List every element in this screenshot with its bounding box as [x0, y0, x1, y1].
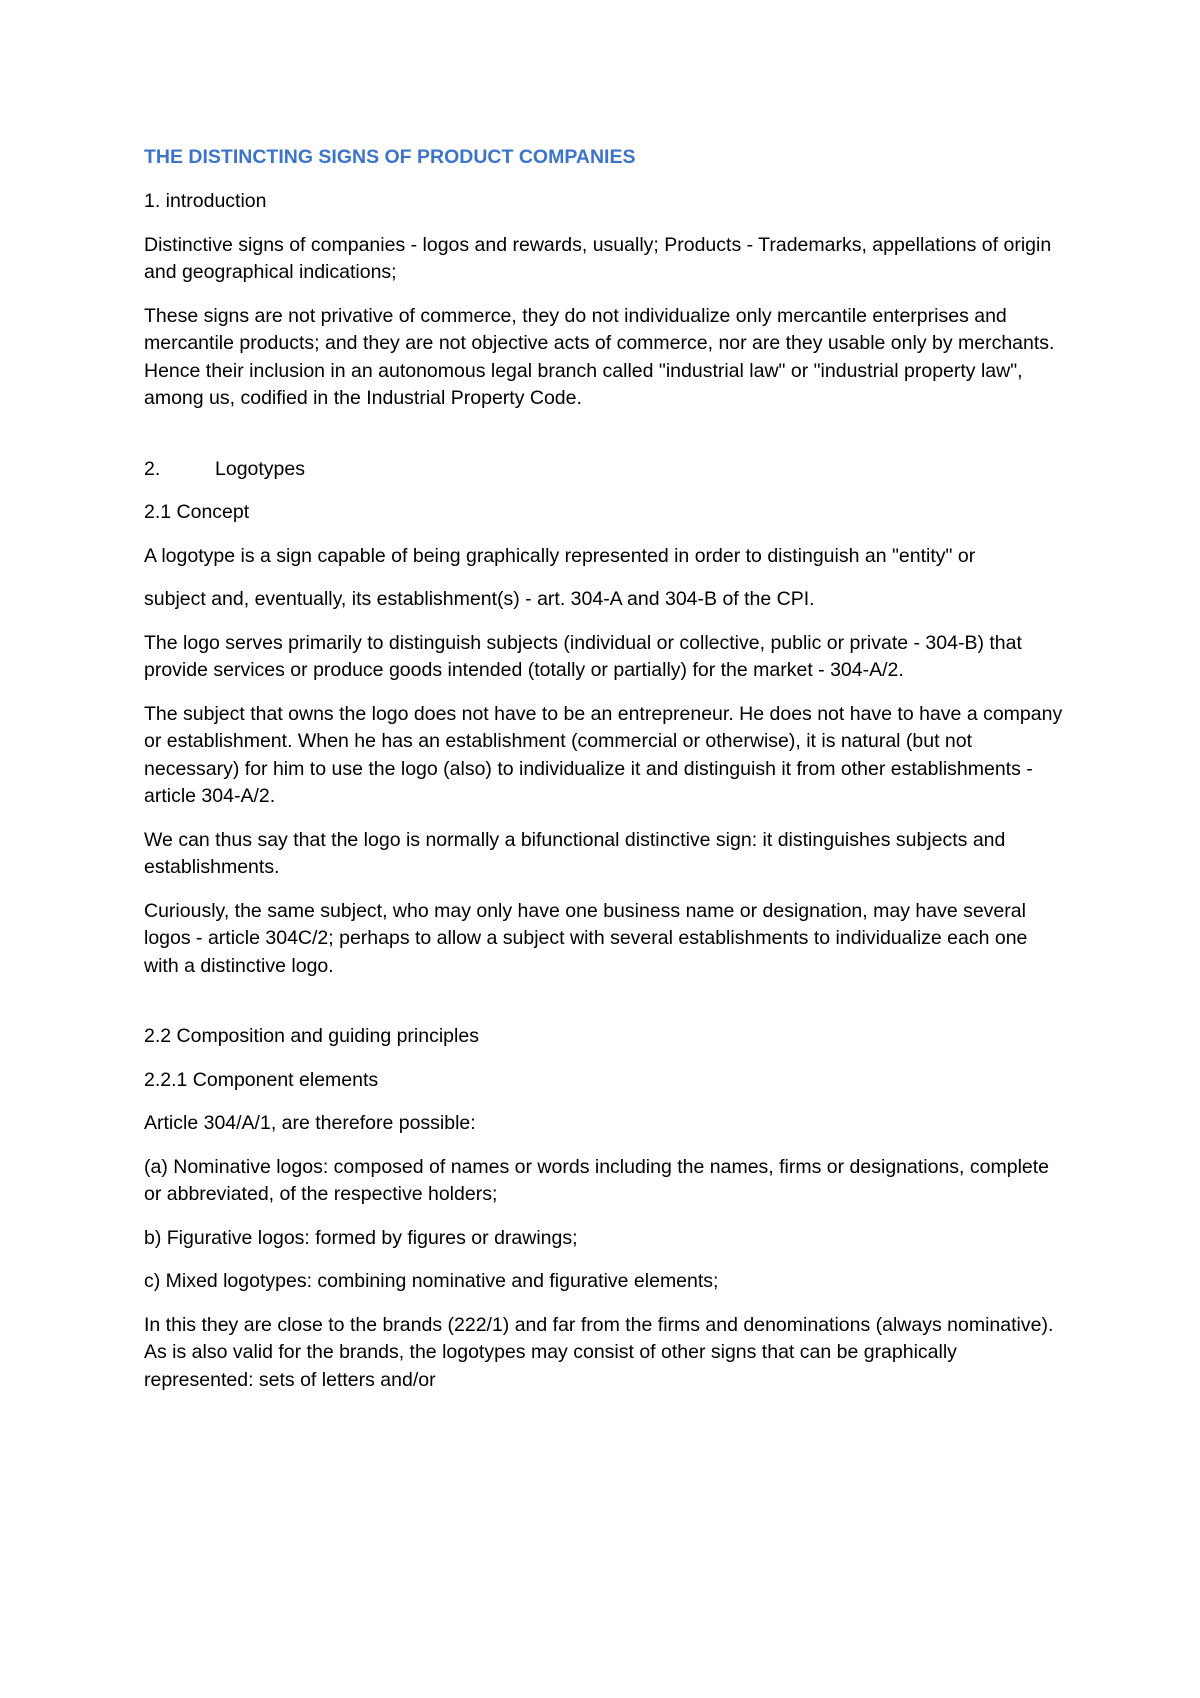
section-2-heading — [144, 456, 1064, 484]
section-1-heading: 1. introduction — [144, 190, 267, 212]
list-item-nominative-logos: (a) Nominative logos: composed of names or words including the names, firms or designations, complete or abbreviated, of the respective holders; — [144, 1155, 1050, 1205]
blank-line — [144, 429, 1064, 456]
blank-line — [144, 996, 1064, 1023]
paragraph-article-304: Article 304/A/1, are therefore possible: — [144, 1112, 476, 1134]
paragraph-bifunctional: We can thus say that the logo is normally a bifunctional distinctive sign: it distinguishes subjects and establishments. — [144, 828, 1006, 878]
document-body — [144, 144, 1064, 1410]
paragraph-brands-comparison: In this they are close to the brands (222/1) and far from the firms and denominations (always nominative). As is also valid for the brands, the logotypes may consist of other signs that can be graphically represented: sets of letters and/or — [144, 1313, 1054, 1391]
paragraph-not-privative: These signs are not privative of commerce, they do not individualize only mercantile enterprises and mercantile products; and they are not objective acts of commerce, nor are they usable only by merchants. Hence their inclusion in an autonomous legal branch called "industrial law" or "industrial property law", among us, codified in the Industrial Property Code. — [144, 304, 1055, 409]
paragraph-several-logos: Curiously, the same subject, who may only have one business name or designation, may have several logos - article 304C/2; perhaps to allow a subject with several establishments to individualize each one with a distinctive logo. — [144, 899, 1028, 977]
section-2-2-1-heading: 2.2.1 Component elements — [144, 1068, 379, 1091]
paragraph-logo-owner: The subject that owns the logo does not have to be an entrepreneur. He does not have to have a company or establishment. When he has an establishment (commercial or otherwise), it is natural (but not necessary) for him to use the logo (also) to individualize it and distinguish it from other establishments - article 304-A/2. — [144, 702, 1063, 807]
paragraph-logotype-definition: A logotype is a sign capable of being graphically represented in order to distinguish an "entity" or — [144, 544, 976, 567]
section-2-number: 2. — [144, 457, 161, 480]
section-2-title: Logotypes — [215, 457, 305, 480]
section-2-2-heading: 2.2 Composition and guiding principles — [144, 1025, 479, 1047]
list-item-mixed-logotypes: c) Mixed logotypes: combining nominative and figurative elements; — [144, 1270, 719, 1292]
document-title: THE DISTINCTING SIGNS OF PRODUCT COMPANIES — [144, 146, 636, 168]
paragraph-distinctive-signs: Distinctive signs of companies - logos and rewards, usually; Products - Trademarks, appellations of origin and geographical indications; — [144, 233, 1052, 283]
list-item-figurative-logos: b) Figurative logos: formed by figures or drawings; — [144, 1226, 578, 1249]
paragraph-subject-establishment: subject and, eventually, its establishment(s) - art. 304-A and 304-B of the CPI. — [144, 588, 815, 610]
section-2-1-heading: 2.1 Concept — [144, 501, 250, 523]
paragraph-logo-purpose: The logo serves primarily to distinguish subjects (individual or collective, public or private - 304-B) that provide services or produce goods intended (totally or partially) for the market - 304-A/2. — [144, 631, 1022, 681]
